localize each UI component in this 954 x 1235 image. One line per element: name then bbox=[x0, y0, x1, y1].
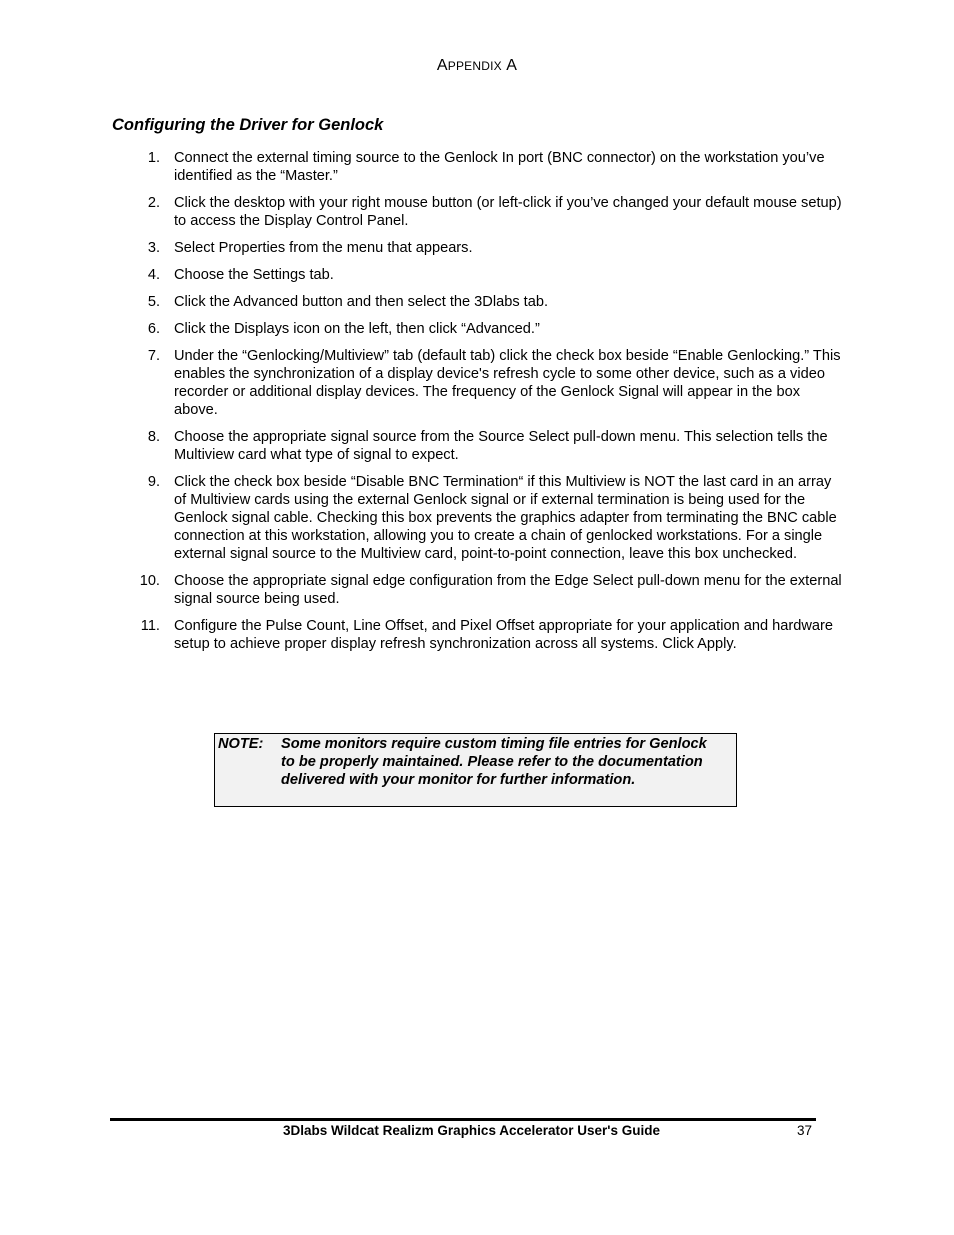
list-item bbox=[0, 473, 954, 563]
step-text: Click the Advanced button and then select the 3Dlabs tab. bbox=[174, 294, 549, 310]
footer-divider bbox=[110, 1118, 816, 1121]
step-list bbox=[0, 149, 954, 662]
list-item bbox=[0, 428, 954, 464]
list-item bbox=[0, 320, 954, 338]
section-title: Configuring the Driver for Genlock bbox=[112, 116, 384, 134]
step-text: Under the “Genlocking/Multiview” tab (default tab) click the check box beside “Enable Genlocking.” This enables the synchronization of a display device's refresh cycle to some other device, such as a video recorder or additional display devices. The frequency of the Genlock Signal will appear in the box above. bbox=[174, 348, 841, 418]
step-number: 1. bbox=[147, 150, 160, 166]
step-number: 2. bbox=[147, 195, 160, 211]
step-text: Click the check box beside “Disable BNC Termination“ if this Multiview is NOT the last card in an array of Multiview cards using the external Genlock signal or if external termination is being used for the Genlock signal cable. Checking this box prevents the graphics adapter from terminating the BNC cable connection at this workstation, allowing you to create a chain of genlocked workstations. For a single external signal source to the Multiview card, point-to-point connection, leave this box unchecked. bbox=[174, 474, 837, 562]
step-number: 8. bbox=[147, 429, 160, 445]
appendix-label: PPENDIX bbox=[447, 59, 502, 73]
step-number: 6. bbox=[147, 321, 160, 337]
step-text: Choose the appropriate signal source from the Source Select pull-down menu. This selection tells the Multiview card what type of signal to expect. bbox=[174, 429, 828, 463]
list-item bbox=[0, 347, 954, 419]
step-number: 7. bbox=[147, 348, 160, 364]
appendix-letter: A bbox=[506, 57, 518, 74]
step-number: 11. bbox=[140, 618, 160, 634]
step-text: Click the desktop with your right mouse button (or left-click if you’ve changed your default mouse setup) to access the Display Control Panel. bbox=[174, 195, 842, 229]
note-text: Some monitors require custom timing file entries for Genlock to be properly maintained. Please refer to the documentation delivered with your monitor for further information. bbox=[281, 736, 707, 788]
step-text: Select Properties from the menu that appears. bbox=[174, 240, 473, 256]
note-label: NOTE: bbox=[218, 736, 264, 752]
step-text: Configure the Pulse Count, Line Offset, and Pixel Offset appropriate for your application and hardware setup to achieve proper display refresh synchronization across all systems. Click Apply. bbox=[174, 618, 834, 652]
list-item bbox=[0, 194, 954, 230]
list-item bbox=[0, 149, 954, 185]
step-text: Choose the appropriate signal edge configuration from the Edge Select pull-down menu for the external signal source being used. bbox=[174, 573, 842, 607]
step-number: 5. bbox=[147, 294, 160, 310]
appendix-first-letter: A bbox=[436, 57, 448, 74]
list-item bbox=[0, 266, 954, 284]
step-text: Choose the Settings tab. bbox=[174, 267, 334, 283]
list-item bbox=[0, 572, 954, 608]
step-text: Click the Displays icon on the left, then click “Advanced.” bbox=[174, 321, 540, 337]
note-box bbox=[214, 733, 737, 807]
step-number: 4. bbox=[147, 267, 160, 283]
step-number: 3. bbox=[147, 240, 160, 256]
list-item bbox=[0, 239, 954, 257]
footer-title: 3Dlabs Wildcat Realizm Graphics Accelerator User's Guide bbox=[283, 1123, 660, 1138]
list-item bbox=[0, 617, 954, 653]
step-number: 9. bbox=[147, 474, 160, 490]
step-number: 10. bbox=[139, 573, 160, 589]
list-item bbox=[0, 293, 954, 311]
page-number: 37 bbox=[797, 1123, 813, 1138]
page-header bbox=[0, 57, 954, 75]
step-text: Connect the external timing source to the Genlock In port (BNC connector) on the workstation you’ve identified as the “Master.” bbox=[174, 150, 825, 184]
